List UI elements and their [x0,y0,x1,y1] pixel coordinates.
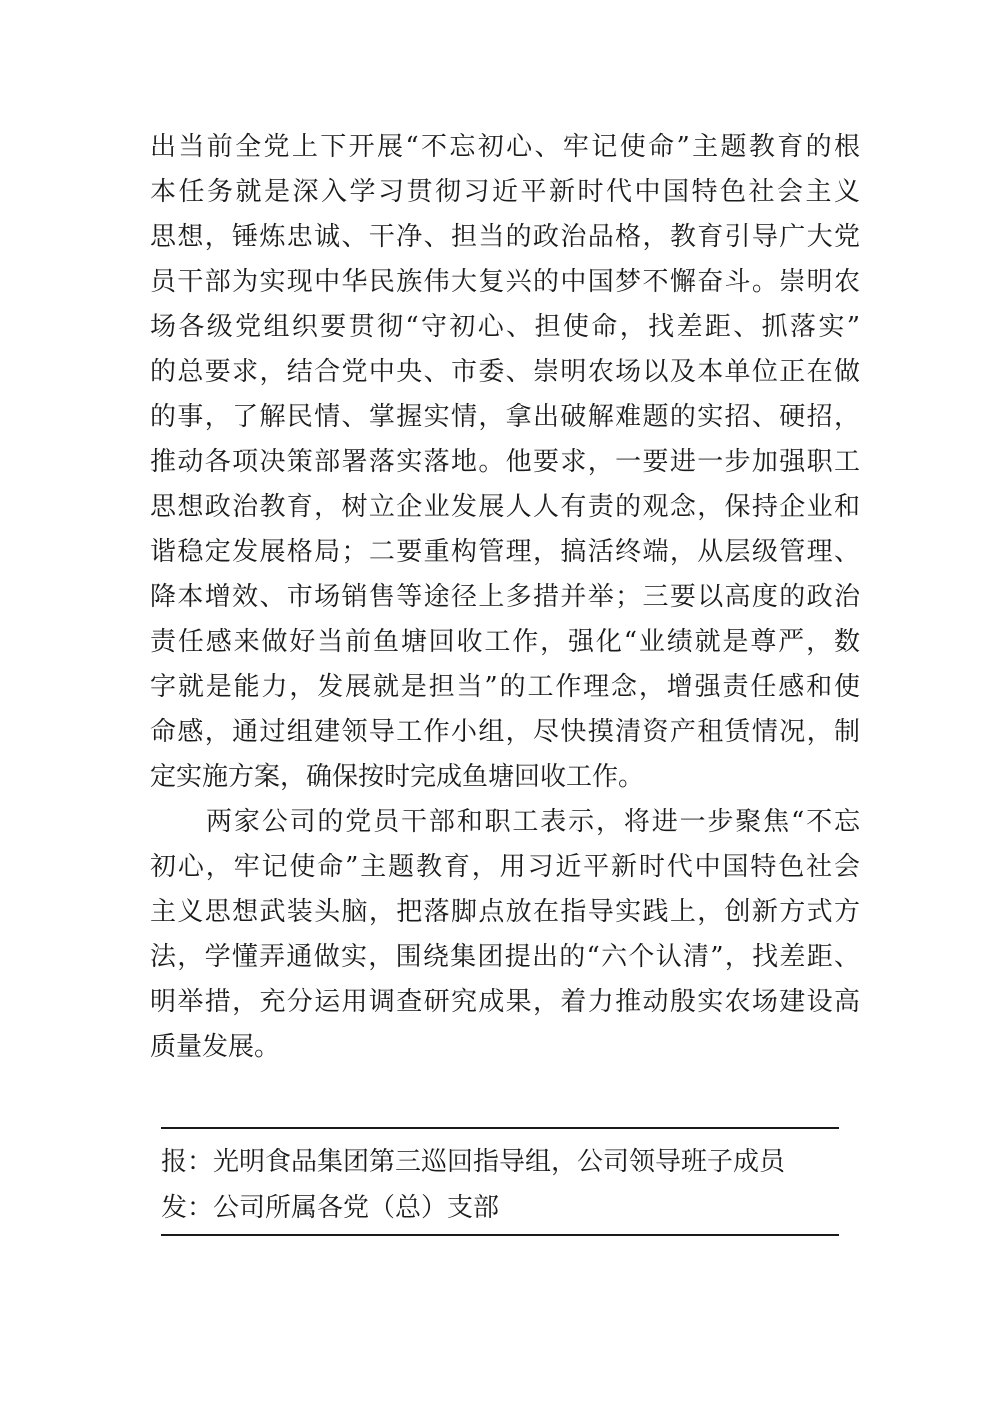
text-line: 出当前全党上下开展“不忘初心、牢记使命”主题教育的根 [150,132,860,162]
divider-top [161,1127,839,1129]
text-line: 字就是能力，发展就是担当”的工作理念，增强责任感和使 [150,672,860,702]
divider-bottom [161,1234,839,1236]
report-recipients: 报：光明食品集团第三巡回指导组，公司领导班子成员 [161,1147,786,1177]
text-line: 初心，牢记使命”主题教育，用习近平新时代中国特色社会 [150,852,860,882]
text-line: 的总要求，结合党中央、市委、崇明农场以及本单位正在做 [150,357,860,387]
paragraph-start-line: 两家公司的党员干部和职工表示，将进一步聚焦“不忘 [206,807,860,837]
text-line: 质量发展。 [150,1032,281,1062]
text-line: 谐稳定发展格局；二要重构管理，搞活终端，从层级管理、 [150,537,860,567]
body-text [150,125,860,1070]
text-line: 责任感来做好当前鱼塘回收工作，强化“业绩就是尊严，数 [150,627,860,657]
text-line: 推动各项决策部署落实落地。他要求，一要进一步加强职工 [150,447,860,477]
text-line: 法，学懂弄通做实，围绕集团提出的“六个认清”，找差距、 [150,942,860,972]
text-line: 明举措，充分运用调查研究成果，着力推动殷实农场建设高 [150,987,860,1017]
text-line: 思想政治教育，树立企业发展人人有责的观念，保持企业和 [150,492,860,522]
text-line: 场各级党组织要贯彻“守初心、担使命，找差距、抓落实” [150,312,860,342]
text-line: 员干部为实现中华民族伟大复兴的中国梦不懈奋斗。崇明农 [150,267,860,297]
text-line: 主义思想武装头脑，把落脚点放在指导实践上，创新方式方 [150,897,860,927]
text-line: 思想，锤炼忠诚、干净、担当的政治品格，教育引导广大党 [150,222,860,252]
text-line: 命感，通过组建领导工作小组，尽快摸清资产租赁情况，制 [150,717,860,747]
text-line: 本任务就是深入学习贯彻习近平新时代中国特色社会主义 [150,177,860,207]
text-line: 降本增效、市场销售等途径上多措并举；三要以高度的政治 [150,582,860,612]
text-line: 的事，了解民情、掌握实情，拿出破解难题的实招、硬招， [150,402,860,432]
send-recipients: 发：公司所属各党（总）支部 [161,1193,500,1223]
text-line: 定实施方案，确保按时完成鱼塘回收工作。 [150,762,645,792]
